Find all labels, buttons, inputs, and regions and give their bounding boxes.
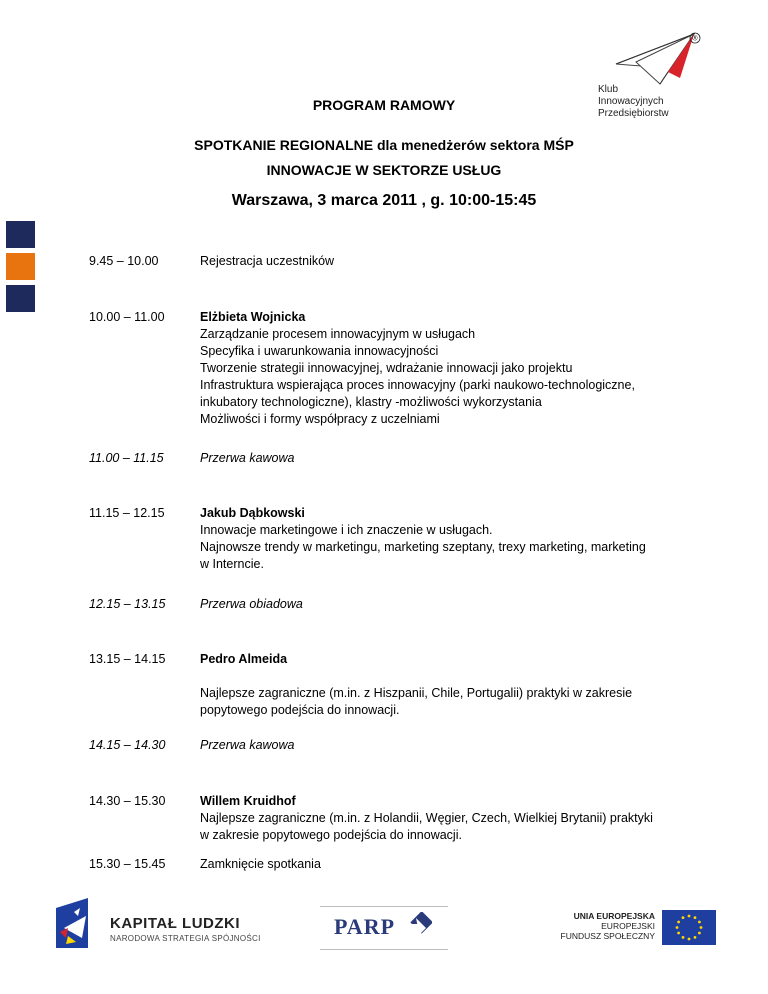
kapital-ludzki-title: KAPITAŁ LUDZKI xyxy=(110,915,241,932)
agenda-time: 10.00 – 11.00 xyxy=(89,310,165,324)
agenda-speaker: Willem Kruidhof xyxy=(200,794,296,808)
parp-bottom-rule xyxy=(320,949,448,950)
meeting-theme: INNOWACJE W SEKTORZE USŁUG xyxy=(266,162,502,178)
eu-flag-icon xyxy=(662,910,716,945)
agenda-time: 12.15 – 13.15 xyxy=(89,597,166,611)
meeting-place-date: Warszawa, 3 marca 2011 , g. 10:00-15:45 xyxy=(231,192,537,209)
agenda-title: Przerwa kawowa xyxy=(200,738,295,752)
agenda-line: Infrastruktura wspierająca proces innowacyjny (parki naukowo-technologiczne, xyxy=(200,378,635,392)
program-title: PROGRAM RAMOWY xyxy=(312,97,456,113)
agenda-line: Zarządzanie procesem innowacyjnym w usługach xyxy=(200,327,476,341)
agenda-line: Najlepsze zagraniczne (m.in. z Holandii, Węgier, Czech, Wielkiej Brytanii) praktyki xyxy=(200,811,653,825)
agenda-line: Najlepsze zagraniczne (m.in. z Hiszpanii, Chile, Portugalii) praktyki w zakresie xyxy=(200,686,633,700)
ue-text-block xyxy=(540,911,655,941)
klub-line-3: Przedsiębiorstw xyxy=(598,108,669,119)
agenda-line: w zakresie popytowego podejścia do innowacji. xyxy=(200,828,462,842)
agenda-speaker: Jakub Dąbkowski xyxy=(200,506,305,520)
agenda-time: 15.30 – 15.45 xyxy=(89,857,166,871)
ue-line-2: EUROPEJSKI xyxy=(601,921,655,931)
agenda-time: 11.15 – 12.15 xyxy=(89,506,165,520)
agenda-line: Możliwości i formy współpracy z uczelniami xyxy=(200,412,440,426)
meeting-subtitle: SPOTKANIE REGIONALNE dla menedżerów sektora MŚP xyxy=(194,137,574,153)
agenda-time: 9.45 – 10.00 xyxy=(89,254,159,268)
agenda-title: Rejestracja uczestników xyxy=(200,254,335,268)
klub-line-1: Klub xyxy=(598,84,619,95)
kapital-ludzki-logo-icon xyxy=(56,898,102,948)
agenda-title: Przerwa kawowa xyxy=(200,451,295,465)
agenda-line: Tworzenie strategii innowacyjnej, wdrażanie innowacji jako projektu xyxy=(200,361,573,375)
agenda-time: 11.00 – 11.15 xyxy=(89,451,164,465)
klub-line-2: Innowacyjnych xyxy=(598,96,664,107)
parp-top-rule xyxy=(320,906,448,907)
agenda-line: inkubatory technologiczne), klastry -możliwości wykorzystania xyxy=(200,395,542,409)
parp-logo-icon xyxy=(400,912,432,944)
agenda-title: Przerwa obiadowa xyxy=(200,597,303,611)
agenda-time: 13.15 – 14.15 xyxy=(89,652,166,666)
agenda-title: Zamknięcie spotkania xyxy=(200,857,321,871)
agenda-line: w Interncie. xyxy=(200,557,264,571)
kapital-ludzki-subtitle: NARODOWA STRATEGIA SPÓJNOŚCI xyxy=(110,934,261,943)
agenda-line: Najnowsze trendy w marketingu, marketing szeptany, trexy marketing, marketing xyxy=(200,540,646,554)
agenda-speaker: Elżbieta Wojnicka xyxy=(200,310,306,324)
agenda-time: 14.15 – 14.30 xyxy=(89,738,166,752)
agenda-line: Specyfika i uwarunkowania innowacyjności xyxy=(200,344,439,358)
parp-logo-text: PARP xyxy=(334,914,396,939)
agenda-time: 14.30 – 15.30 xyxy=(89,794,166,808)
side-square-orange xyxy=(6,253,35,280)
ue-line-3: FUNDUSZ SPOŁECZNY xyxy=(560,931,655,941)
ue-line-1: UNIA EUROPEJSKA xyxy=(573,911,655,921)
agenda-line: popytowego podejścia do innowacji. xyxy=(200,703,400,717)
side-square-navy-top xyxy=(6,221,35,248)
agenda-line: Innowacje marketingowe i ich znaczenie w usługach. xyxy=(200,523,493,537)
agenda-speaker: Pedro Almeida xyxy=(200,652,288,666)
svg-text:®: ® xyxy=(692,35,698,43)
side-square-navy-bottom xyxy=(6,285,35,312)
